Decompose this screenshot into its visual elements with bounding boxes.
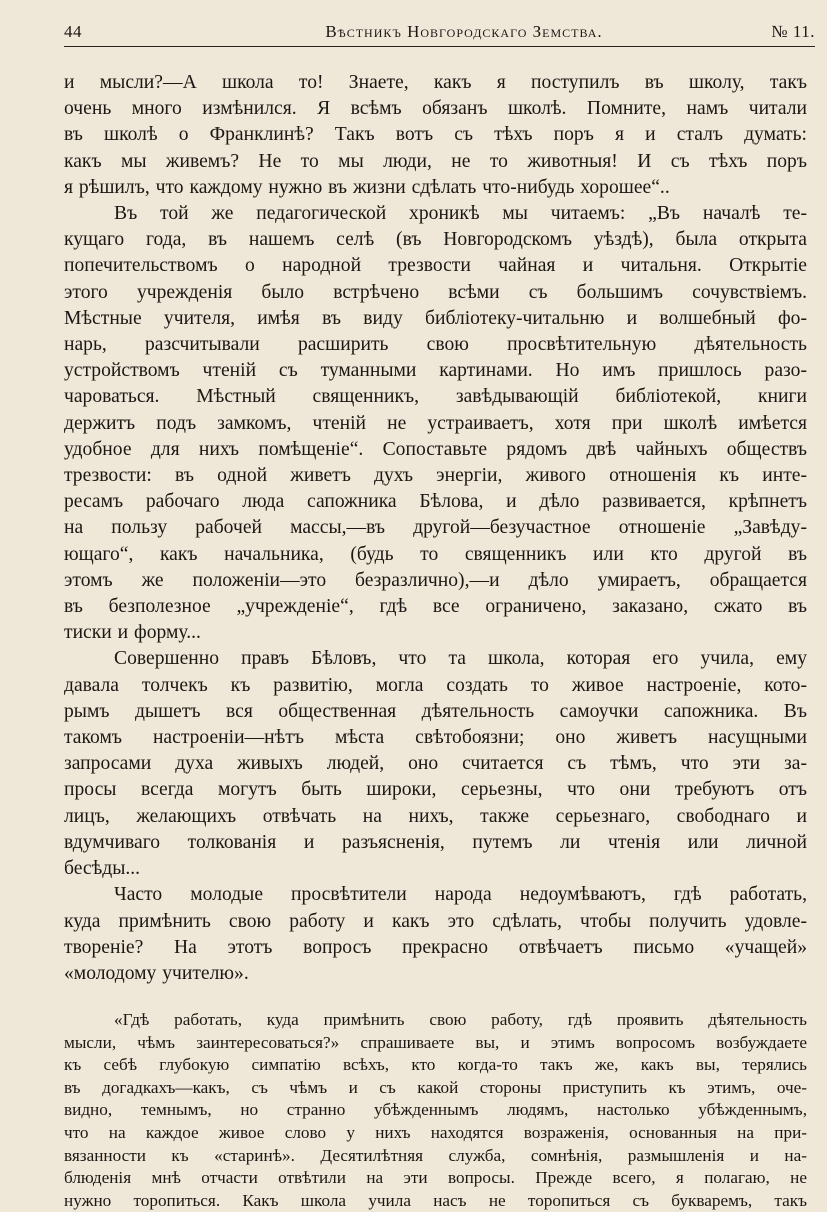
text-line: какъ мы живемъ? Не то мы люди, не то животныя! И съ тѣхъ поръ (64, 150, 807, 172)
quoted-letter (64, 1009, 807, 1212)
text-line: Совершенно правъ Бѣловъ, что та школа, которая его учила, ему (114, 648, 807, 670)
quote-line: къ себѣ глубокую симпатію всѣхъ, кто когда-то такъ же, какъ вы, терялись (64, 1055, 807, 1075)
text-line: давала толчекъ къ развитію, могла создать то живое настроеніе, кото- (64, 674, 807, 696)
text-line: куда примѣнить свою работу и какъ это сдѣлать, чтобы получить удовле- (64, 910, 807, 932)
text-line: ресамъ рабочаго люда сапожника Бѣлова, и дѣло развивается, крѣпнетъ (64, 491, 807, 513)
text-line: лицъ, желающихъ отвѣчать на нихъ, также серьезнаго, свободнаго и (64, 805, 807, 827)
text-line: чароваться. Мѣстный священникъ, завѣдывающій библіотекой, книги (64, 386, 807, 408)
quote-line: что на каждое живое слово у нихъ находятся возраженія, основанныя на при- (64, 1123, 807, 1143)
text-line: просы всегда могутъ быть широки, серьезны, что они требуютъ отъ (64, 779, 807, 801)
text-line: попечительствомъ о народной трезвости чайная и читальня. Открытіе (64, 255, 807, 277)
issue-number: № 11. (771, 22, 815, 41)
text-line: трезвости: въ одной живетъ духъ энергіи, живого отношенія къ инте- (64, 465, 807, 487)
quote-line: вязанности къ «старинѣ». Десятилѣтняя служба, сомнѣнія, размышленія и на- (64, 1145, 807, 1165)
text-line: въ школѣ о Франклинѣ? Такъ вотъ съ тѣхъ поръ я и сталъ думать: (64, 124, 807, 146)
text-line: такомъ настроеніи—нѣтъ мѣста свѣтобоязни; оно живетъ насущными (64, 727, 807, 749)
text-line: удобное для нихъ помѣщеніе“. Сопоставьте рядомъ двѣ чайныхъ обществъ (64, 438, 807, 460)
page-number: 44 (64, 22, 82, 41)
text-line: ющаго“, какъ начальника, (будь то священникъ или кто другой въ (64, 543, 807, 565)
running-header (64, 20, 815, 47)
quote-line: видно, темнымъ, но странно убѣжденнымъ людямъ, настолько убѣжденнымъ, (64, 1100, 807, 1120)
text-line: «молодому учителю». (64, 962, 249, 984)
text-line: бесѣды... (64, 858, 141, 880)
quote-line: блюденія мнѣ отчасти отвѣтили на эти вопросы. Прежде всего, я полагаю, не (64, 1168, 807, 1188)
text-line: Часто молодые просвѣтители народа недоумѣваютъ, гдѣ работать, (114, 884, 807, 906)
text-line: этого учрежденія было встрѣчено всѣми съ большимъ сочувствіемъ. (64, 281, 807, 303)
journal-title: Вѣстникъ Новгородскаго Земства. (325, 22, 603, 41)
text-line: въ безполезное „учрежденіе“, гдѣ все ограничено, заказано, сжато въ (64, 596, 807, 618)
text-line: вдумчиваго толкованія и разъясненія, путемъ ли чтенія или личной (64, 831, 807, 853)
text-line: и мысли?—А школа то! Знаете, какъ я поступилъ въ школу, такъ (64, 72, 807, 93)
text-line: запросами духа живыхъ людей, оно считается съ тѣмъ, что эти за- (64, 753, 807, 775)
text-line: на пользу рабочей массы,—въ другой—безучастное отношеніе „Завѣду- (64, 517, 807, 539)
text-line: Въ той же педагогической хроникѣ мы читаемъ: „Въ началѣ те- (114, 203, 807, 225)
quote-line: мысли, чѣмъ заинтересоваться?» спрашиваете вы, и этимъ вопросомъ возбуждаете (64, 1032, 807, 1052)
quote-line: «Гдѣ работать, куда примѣнить свою работу, гдѣ проявить дѣятельность (114, 1010, 807, 1030)
paragraph-gap (64, 987, 807, 1009)
text-line: кущаго года, въ нашемъ селѣ (въ Новгородскомъ уѣздѣ), была открыта (64, 229, 807, 251)
text-line: рымъ дышетъ вся общественная дѣятельность самоучки сапожника. Въ (64, 700, 807, 722)
text-line: этомъ же положеніи—это безразлично),—и дѣло умираетъ, обращается (64, 569, 807, 591)
text-line: твореніе? На этотъ вопросъ прекрасно отвѣчаетъ письмо «учащей» (64, 936, 807, 958)
quote-line: въ догадкахъ—какъ, съ чѣмъ и съ какой стороны приступить къ этимъ, оче- (64, 1077, 807, 1097)
article-body (64, 70, 807, 1212)
text-line: Мѣстные учителя, имѣя въ виду библіотеку-читальню и волшебный фо- (64, 307, 807, 329)
text-line: нарь, разсчитывали расширить свою просвѣтительную дѣятельность (64, 334, 807, 356)
text-line: держитъ подъ замкомъ, чтеній не устраиваетъ, хотя при школѣ имѣется (64, 412, 807, 434)
text-line: устройствомъ чтеній съ туманными картинами. Но имъ пришлось разо- (64, 360, 807, 382)
text-line: я рѣшилъ, что каждому нужно въ жизни сдѣлать что-нибудь хорошее“.. (64, 176, 670, 198)
text-line: тиски и форму... (64, 622, 201, 644)
quote-line: нужно торопиться. Какъ школа учила насъ не торопиться съ букваремъ, такъ (64, 1190, 807, 1210)
text-line: очень много измѣнился. Я всѣмъ обязанъ школѣ. Помните, намъ читали (64, 98, 807, 120)
